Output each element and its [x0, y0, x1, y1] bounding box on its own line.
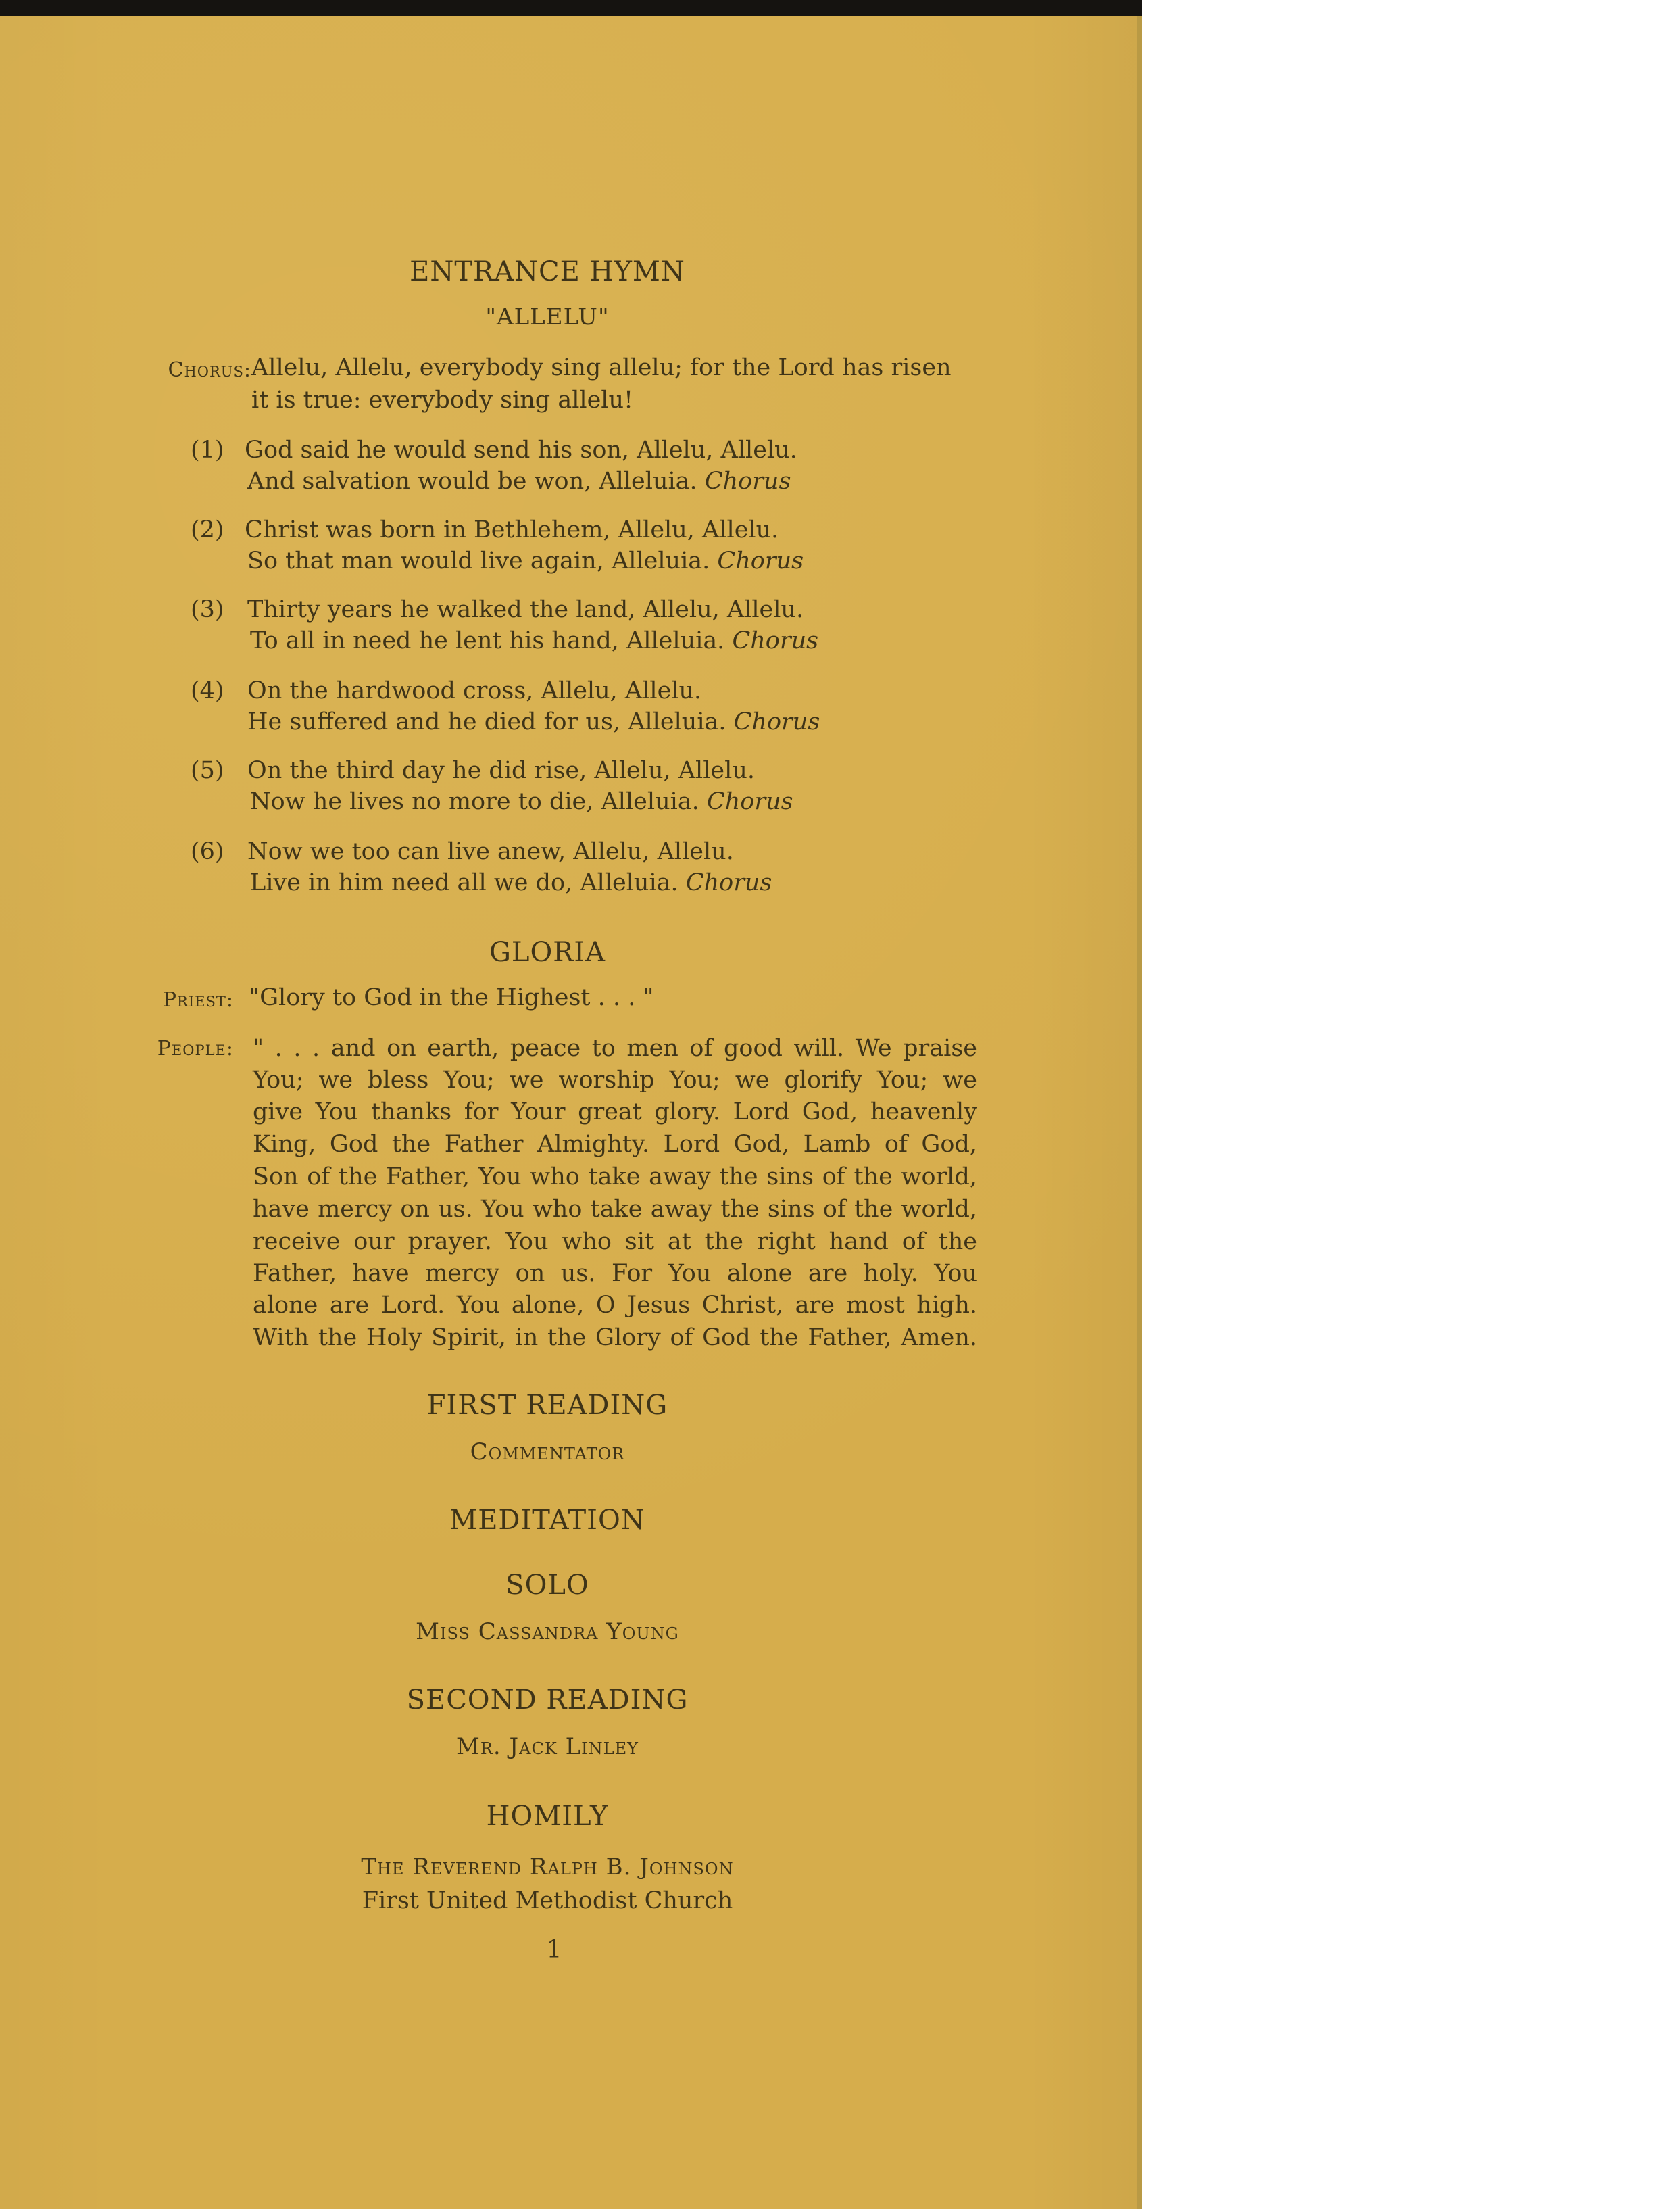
page-number: 1	[546, 1936, 562, 1964]
chorus-tag: Chorus	[732, 627, 819, 654]
people-line: receive our prayer. You who sit at the right hand of the	[253, 1228, 977, 1255]
verse-2-line-1: Christ was born in Bethlehem, Allelu, Allelu.	[245, 516, 779, 543]
people-line: have mercy on us. You who take away the sins of the world,	[253, 1196, 977, 1223]
verse-2-number: (2)	[191, 516, 224, 543]
verse-1-line-2: And salvation would be won, Alleluia. Chorus	[247, 468, 791, 495]
second-reading-reader: Mr. Jack Linley	[456, 1733, 639, 1760]
verse-3-line-2: To all in need he lent his hand, Alleluia. Chorus	[250, 627, 819, 654]
entrance-hymn-title: ENTRANCE HYMN	[410, 256, 685, 287]
verse-1-line-1: God said he would send his son, Allelu, Allelu.	[245, 437, 797, 464]
verse-6-number: (6)	[191, 838, 224, 865]
verse-1-number: (1)	[191, 437, 224, 464]
people-line: " . . . and on earth, peace to men of good will. We praise	[253, 1035, 977, 1062]
people-line: With the Holy Spirit, in the Glory of God the Father, Amen.	[253, 1324, 977, 1351]
first-reading-title: FIRST READING	[426, 1390, 668, 1421]
verse-4-line-2: He suffered and he died for us, Alleluia. Chorus	[247, 708, 820, 735]
program-page	[0, 16, 1141, 2209]
hymn-subtitle: "ALLELU"	[485, 304, 610, 331]
gloria-title: GLORIA	[489, 937, 606, 968]
chorus-line-1: Allelu, Allelu, everybody sing allelu; for the Lord has risen	[251, 354, 952, 381]
verse-3-number: (3)	[191, 596, 224, 623]
chorus-tag: Chorus	[717, 548, 804, 575]
chorus-label: Chorus:	[168, 358, 251, 382]
chorus-line-2: it is true: everybody sing allelu!	[251, 387, 634, 414]
people-line: give You thanks for Your great glory. Lord God, heavenly	[253, 1098, 977, 1125]
verse-5-line-2: Now he lives no more to die, Alleluia. Chorus	[250, 788, 793, 815]
verse-4-number: (4)	[191, 677, 224, 704]
solo-performer: Miss Cassandra Young	[416, 1618, 679, 1645]
verse-6-line-2: Live in him need all we do, Alleluia. Chorus	[250, 869, 772, 896]
people-label: People:	[157, 1037, 234, 1061]
chorus-tag: Chorus	[704, 468, 791, 495]
verse-5-line-1: On the third day he did rise, Allelu, Allelu.	[247, 757, 755, 784]
priest-text: "Glory to God in the Highest . . . "	[249, 984, 654, 1011]
verse-6-line-1: Now we too can live anew, Allelu, Allelu.	[247, 838, 734, 865]
people-line: Father, have mercy on us. For You alone are holy. You	[253, 1260, 977, 1287]
paper-edge	[1137, 16, 1142, 2209]
people-line: You; we bless You; we worship You; we glorify You; we	[253, 1067, 977, 1094]
people-line: alone are Lord. You alone, O Jesus Christ, are most high.	[253, 1292, 977, 1319]
priest-label: Priest:	[162, 988, 234, 1012]
homily-title: HOMILY	[486, 1801, 609, 1832]
verse-3-line-1: Thirty years he walked the land, Allelu, Allelu.	[247, 596, 804, 623]
second-reading-title: SECOND READING	[406, 1684, 689, 1716]
verse-4-line-1: On the hardwood cross, Allelu, Allelu.	[247, 677, 702, 704]
verse-2-line-2: So that man would live again, Alleluia. Chorus	[247, 548, 804, 575]
chorus-tag: Chorus	[706, 788, 793, 815]
solo-title: SOLO	[505, 1570, 589, 1601]
homily-church: First United Methodist Church	[362, 1887, 733, 1914]
homily-speaker: The Reverend Ralph B. Johnson	[361, 1853, 734, 1880]
meditation-title: MEDITATION	[449, 1505, 645, 1536]
chorus-tag: Chorus	[733, 708, 820, 735]
chorus-tag: Chorus	[685, 869, 772, 896]
verse-5-number: (5)	[191, 757, 224, 784]
first-reading-reader: Commentator	[470, 1438, 625, 1465]
people-line: Son of the Father, You who take away the sins of the world,	[253, 1163, 977, 1190]
people-line: King, God the Father Almighty. Lord God, Lamb of God,	[253, 1131, 977, 1158]
